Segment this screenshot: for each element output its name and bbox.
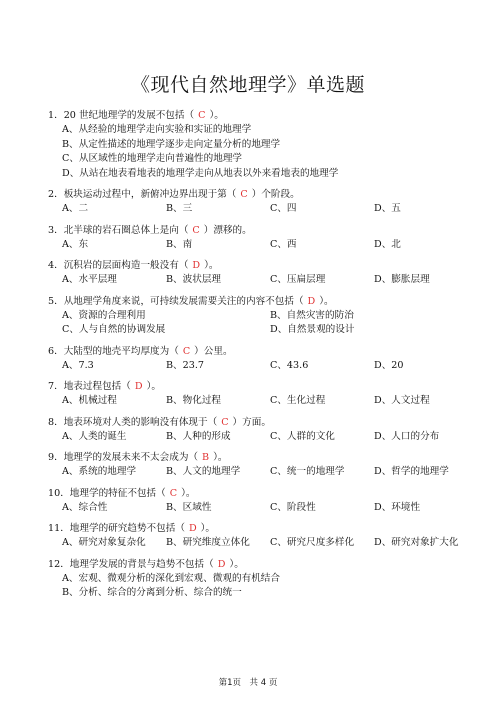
question-text: 3．北半球的岩石圈总体上是向（ bbox=[48, 224, 189, 236]
question-text-end: ）。 bbox=[209, 110, 224, 121]
question-text-end: ）。 bbox=[181, 487, 196, 499]
question-stem bbox=[48, 557, 468, 572]
option-item: B、南 bbox=[166, 238, 193, 250]
question-text-end: ）方面。 bbox=[232, 416, 271, 428]
option-item: B、分析、综合的分离到分析、综合的统一 bbox=[62, 587, 242, 598]
option-item: A、研究对象复杂化 bbox=[62, 537, 146, 548]
answer-mark: D bbox=[188, 523, 197, 534]
question-stem bbox=[48, 379, 468, 394]
option-group bbox=[48, 123, 468, 181]
option-group bbox=[48, 572, 468, 601]
option-item: B、研究维度立体化 bbox=[166, 537, 250, 548]
question-text-end: ）。 bbox=[200, 523, 216, 534]
option-item: D、人口的分布 bbox=[374, 430, 440, 442]
question-text: 10．地理学的特征不包括（ bbox=[48, 487, 166, 499]
question-text-end: ）。 bbox=[204, 260, 219, 271]
question-text: 8．地表环境对人类的影响没有体现于（ bbox=[48, 416, 218, 428]
option-item: B、人文的地理学 bbox=[166, 466, 241, 477]
option-item: A、宏观、微观分析的深化到宏观、微观的有机结合 bbox=[62, 572, 280, 584]
option-item: A、从经验的地理学走向实验和实证的地理学 bbox=[62, 124, 252, 135]
option-item: D、哲学的地理学 bbox=[374, 466, 449, 477]
option-item: C、阶段性 bbox=[270, 501, 316, 513]
question-stem bbox=[48, 108, 468, 123]
question-text-end: ）。 bbox=[319, 295, 334, 307]
option-item: A、资源的合理利用 bbox=[62, 309, 146, 321]
option-group bbox=[48, 430, 468, 445]
question-item bbox=[48, 379, 468, 409]
option-item: B、23.7 bbox=[166, 359, 205, 371]
option-group bbox=[48, 359, 468, 374]
option-group bbox=[48, 501, 468, 516]
answer-mark: D bbox=[307, 295, 316, 307]
answer-mark: D bbox=[134, 381, 143, 392]
option-item: A、水平层理 bbox=[62, 274, 117, 285]
page-title: 《现代自然地理学》单选题 bbox=[130, 74, 365, 96]
option-group bbox=[48, 536, 468, 551]
option-item: C、生化过程 bbox=[270, 395, 326, 406]
page-footer: 第1页 共 4 页 bbox=[218, 678, 278, 688]
option-item: D、环境性 bbox=[374, 501, 421, 513]
question-item bbox=[48, 108, 468, 181]
answer-mark: C bbox=[198, 110, 206, 121]
answer-mark: C bbox=[182, 345, 191, 357]
question-text: 9．地理学的发展未来不太会成为（ bbox=[48, 452, 199, 463]
option-item: B、自然灾害的防治 bbox=[270, 309, 354, 321]
question-stem bbox=[48, 486, 468, 501]
option-item: C、西 bbox=[270, 238, 297, 250]
option-item: D、20 bbox=[374, 359, 404, 371]
question-text: 6．大陆型的地壳平均厚度为（ bbox=[48, 345, 179, 357]
question-text: 1．20 世纪地理学的发展不包括（ bbox=[48, 110, 195, 121]
question-item bbox=[48, 521, 468, 551]
option-item: D、五 bbox=[374, 203, 401, 214]
question-text: 11．地理学的研究趋势不包括（ bbox=[48, 523, 185, 534]
question-item bbox=[48, 344, 468, 374]
question-stem bbox=[48, 344, 468, 359]
option-item: A、人类的诞生 bbox=[62, 430, 127, 442]
option-item: D、人文过程 bbox=[374, 395, 430, 406]
option-item: B、区域性 bbox=[166, 501, 212, 513]
option-item: A、7.3 bbox=[62, 359, 94, 371]
question-stem bbox=[48, 450, 468, 465]
option-item: A、二 bbox=[62, 203, 89, 214]
question-item bbox=[48, 258, 468, 288]
option-item: D、北 bbox=[374, 238, 401, 250]
question-stem bbox=[48, 223, 468, 238]
option-item: D、膨胀层理 bbox=[374, 274, 430, 285]
option-item: D、研究对象扩大化 bbox=[374, 537, 459, 548]
question-stem bbox=[48, 521, 468, 536]
option-item: C、人与自然的协调发展 bbox=[62, 324, 166, 335]
question-item bbox=[48, 557, 468, 601]
option-group bbox=[48, 465, 468, 480]
option-group bbox=[48, 238, 468, 253]
question-stem bbox=[48, 415, 468, 430]
option-item: B、人种的形成 bbox=[166, 430, 231, 442]
question-item bbox=[48, 486, 468, 516]
question-text-end: ）。 bbox=[213, 452, 228, 463]
option-group bbox=[48, 202, 468, 217]
option-item: C、统一的地理学 bbox=[270, 466, 345, 477]
option-item: C、人群的文化 bbox=[270, 430, 335, 442]
option-item: A、东 bbox=[62, 238, 89, 250]
option-item: C、43.6 bbox=[270, 359, 309, 371]
option-group bbox=[48, 309, 468, 338]
question-stem bbox=[48, 187, 468, 202]
option-item: C、压扁层理 bbox=[270, 274, 326, 285]
option-item: C、研究尺度多样化 bbox=[270, 537, 355, 548]
option-item: B、波状层理 bbox=[166, 274, 222, 285]
answer-mark: C bbox=[240, 189, 248, 200]
option-item: A、系统的地理学 bbox=[62, 466, 137, 477]
option-item: B、三 bbox=[166, 203, 193, 214]
option-item: B、物化过程 bbox=[166, 395, 222, 406]
answer-mark: C bbox=[169, 487, 178, 499]
option-item: C、四 bbox=[270, 203, 297, 214]
question-text: 5．从地理学角度来说，可持续发展需要关注的内容不包括（ bbox=[48, 295, 304, 307]
question-item bbox=[48, 187, 468, 217]
option-item: A、机械过程 bbox=[62, 395, 117, 406]
question-item bbox=[48, 450, 468, 480]
option-item: B、从定性描述的地理学逐步走向定量分析的地理学 bbox=[62, 138, 281, 150]
question-text-end: ）公里。 bbox=[194, 345, 233, 357]
option-group bbox=[48, 394, 468, 409]
question-text: 7．地表过程包括（ bbox=[48, 381, 131, 392]
answer-mark: C bbox=[192, 224, 200, 236]
question-text: 2．板块运动过程中，新俯冲边界出现于第（ bbox=[48, 189, 237, 200]
option-item: A、综合性 bbox=[62, 501, 108, 513]
option-group bbox=[48, 273, 468, 288]
question-text: 4．沉积岩的层面构造一般没有（ bbox=[48, 260, 189, 271]
question-list bbox=[48, 108, 468, 607]
option-item: D、从站在地表看地表的地理学走向从地表以外来看地表的地理学 bbox=[62, 167, 339, 179]
option-item: C、从区域性的地理学走向普遍性的地理学 bbox=[62, 153, 243, 164]
question-item bbox=[48, 294, 468, 338]
question-stem bbox=[48, 258, 468, 273]
question-item bbox=[48, 415, 468, 445]
answer-mark: B bbox=[202, 452, 210, 463]
answer-mark: C bbox=[221, 416, 229, 428]
question-text-end: ）个阶段。 bbox=[251, 189, 300, 200]
question-text-end: ）漂移的。 bbox=[203, 224, 252, 236]
question-stem bbox=[48, 294, 468, 309]
question-text-end: ）。 bbox=[146, 381, 161, 392]
question-text: 12．地理学发展的背景与趋势不包括（ bbox=[48, 558, 214, 570]
option-item: D、自然景观的设计 bbox=[270, 324, 355, 335]
answer-mark: D bbox=[192, 260, 201, 271]
answer-mark: D bbox=[217, 558, 226, 570]
question-item bbox=[48, 223, 468, 253]
question-text-end: ）。 bbox=[229, 558, 244, 570]
